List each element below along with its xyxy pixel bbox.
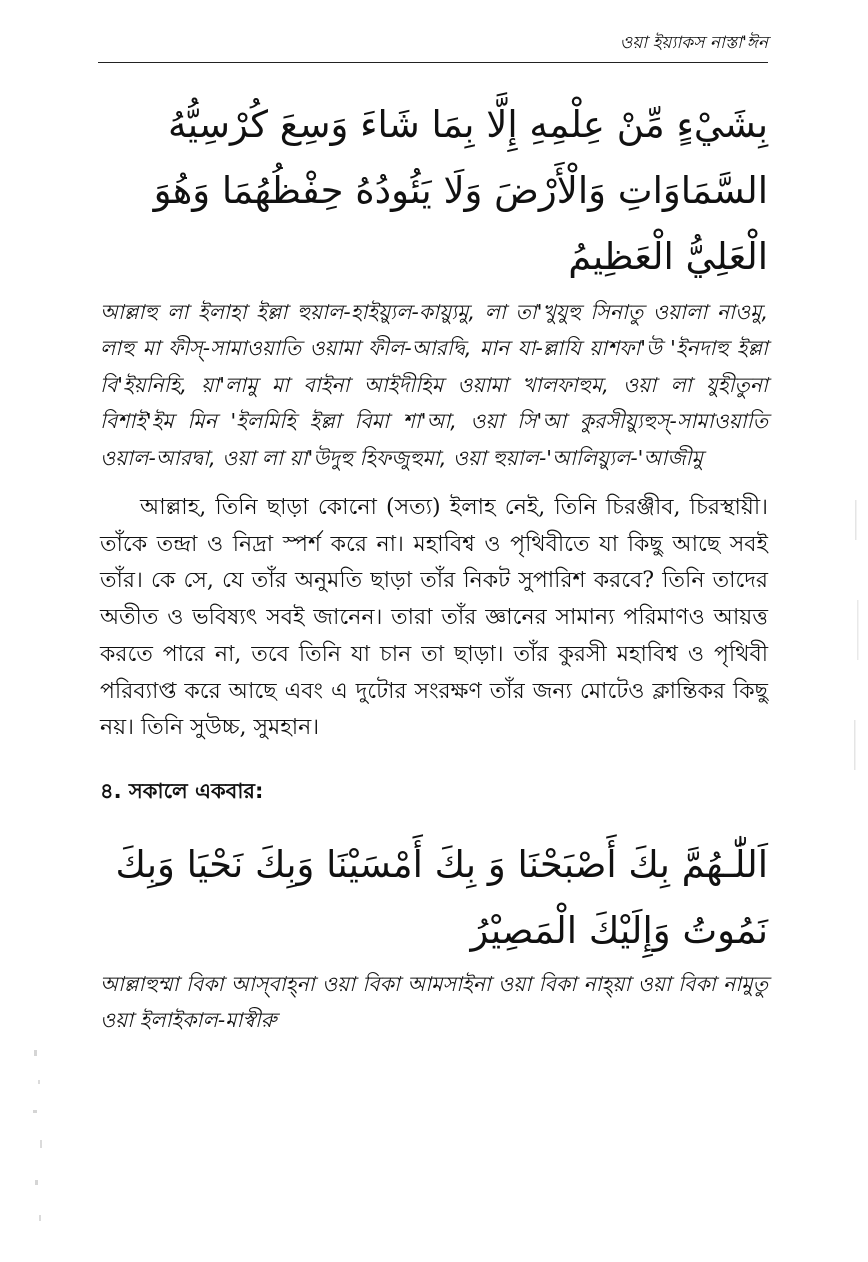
transliteration-ayatul-kursi: আল্লাহু লা ইলাহা ইল্লা হুয়াল-হাইয়্যুল-কায়্যুমু, লা তা'খুযুহু সিনাতু ওয়ালা নাওমু, লাহু মা ফীস্-সামাওয়াতি ওয়ামা ফীল-আরদ্বি, মান যা-ল্লাযি য়াশফা'উ 'ইনদাহু ইল্লা বি'ইয়নিহি, য়া'লামু মা বাইনা আইদীহিম ওয়ামা খালফাহুম, ওয়া লা যুহীতুনা বিশাই'ইম মিন 'ইলমিহি ইল্লা বিমা শা'আ, ওয়া সি'আ কুরসীয়্যুহুস্-সামাওয়াতি ওয়াল-আরদ্বা, ওয়া লা য়া'উদুহু হিফজুহুমা, ওয়া হুয়াল-'আলিয়্যুল-'আজীমু (100, 299, 768, 470)
header-divider (98, 62, 768, 63)
arabic-dua-morning: اَللّٰـهُمَّ بِكَ أَصْبَحْنَا وَ بِكَ أَمْسَيْنَا وَبِكَ نَحْيَا وَبِكَ نَمُوتُ وَإِلَيْكَ الْمَصِيْرُ (115, 843, 768, 952)
scan-noise-right (852, 480, 862, 840)
arabic-verse-ayatul-kursi-end: بِشَيْءٍ مِّنْ عِلْمِهِ إِلَّا بِمَا شَاءَ وَسِعَ كُرْسِيُّهُ السَّمَاوَاتِ وَالْأَرْضَ وَلَا يَئُودُهُ حِفْظُهُمَا وَهُوَ الْعَلِيُّ الْعَظِيمُ (153, 103, 768, 278)
scan-noise-left (30, 1040, 50, 1250)
running-header: ওয়া ইয়্যাকস নাস্তা'ঈন (619, 33, 768, 53)
transliteration-dua-morning: আল্লাহুম্মা বিকা আস্‌বাহ্‌না ওয়া বিকা আমসাইনা ওয়া বিকা নাহ্‌য়া ওয়া বিকা নামুতু ওয়া ইলাইকাল-মাস্বীরু (100, 971, 768, 1033)
section-heading-morning-once: ৪. সকালে একবার: (100, 779, 264, 804)
page-body (100, 78, 768, 1039)
translation-ayatul-kursi: আল্লাহ, তিনি ছাড়া কোনো (সত্য) ইলাহ নেই, তিনি চিরঞ্জীব, চিরস্থায়ী। তাঁকে তন্দ্রা ও নিদ্রা স্পর্শ করে না। মহাবিশ্ব ও পৃথিবীতে যা কিছু আছে সবই তাঁর। কে সে, যে তাঁর অনুমতি ছাড়া তাঁর নিকট সুপারিশ করবে? তিনি তাদের অতীত ও ভবিষ্যৎ সবই জানেন। তারা তাঁর জ্ঞানের সামান্য পরিমাণও আয়ত্ত করতে পারে না, তবে তিনি যা চান তা ছাড়া। তাঁর কুরসী মহাবিশ্ব ও পৃথিবী পরিব্যাপ্ত করে আছে এবং এ দুটোর সংরক্ষণ তাঁর জন্য মোটেও ক্লান্তিকর কিছু নয়। তিনি সুউচ্চ, সুমহান। (100, 495, 768, 741)
